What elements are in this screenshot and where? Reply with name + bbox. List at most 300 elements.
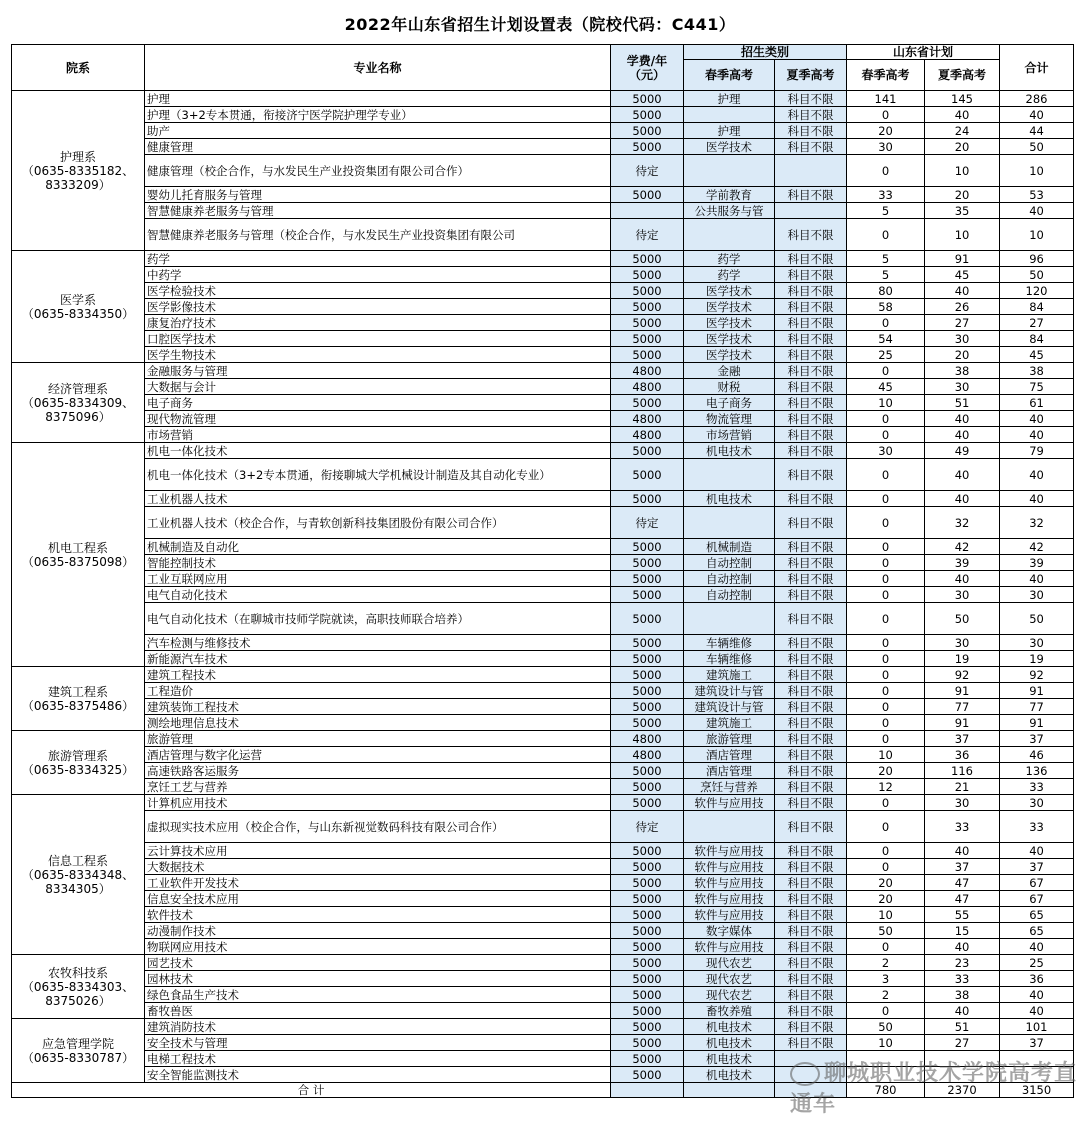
summer-category: 科目不限 (775, 443, 847, 459)
major-name: 医学检验技术 (145, 283, 611, 299)
spring-plan: 0 (847, 731, 925, 747)
summer-category (775, 203, 847, 219)
table-row (12, 923, 1074, 939)
table-row (12, 747, 1074, 763)
total-plan: 40 (1000, 459, 1074, 491)
department-name: 信息工程系 （0635-8334348、 8334305） (12, 795, 145, 955)
table-row (12, 635, 1074, 651)
major-name: 现代物流管理 (145, 411, 611, 427)
table-row (12, 731, 1074, 747)
spring-category: 软件与应用技 (684, 843, 775, 859)
total-plan: 50 (1000, 267, 1074, 283)
major-name: 智慧健康养老服务与管理（校企合作，与水发民生产业投资集团有限公司 (145, 219, 611, 251)
header-summer-plan: 夏季高考 (925, 60, 1000, 91)
table-row (12, 763, 1074, 779)
spring-category: 医学技术 (684, 283, 775, 299)
total-plan: 40 (1000, 571, 1074, 587)
total-plan: 46 (1000, 747, 1074, 763)
spring-plan: 25 (847, 347, 925, 363)
spring-plan: 0 (847, 107, 925, 123)
spring-plan: 0 (847, 459, 925, 491)
tuition-fee: 待定 (611, 507, 684, 539)
spring-plan: 30 (847, 139, 925, 155)
summer-category: 科目不限 (775, 555, 847, 571)
summer-plan: 21 (925, 779, 1000, 795)
major-name: 云计算技术应用 (145, 843, 611, 859)
tuition-fee: 5000 (611, 187, 684, 203)
department-name: 建筑工程系 （0635-8375486） (12, 667, 145, 731)
table-row (12, 107, 1074, 123)
table-row (12, 187, 1074, 203)
summer-category: 科目不限 (775, 891, 847, 907)
total-plan: 79 (1000, 443, 1074, 459)
total-plan: 84 (1000, 299, 1074, 315)
summer-plan: 36 (925, 747, 1000, 763)
major-name: 高速铁路客运服务 (145, 763, 611, 779)
total-plan: 53 (1000, 187, 1074, 203)
major-name: 建筑装饰工程技术 (145, 699, 611, 715)
tuition-fee: 5000 (611, 123, 684, 139)
summer-plan: 40 (925, 107, 1000, 123)
major-name: 物联网应用技术 (145, 939, 611, 955)
summer-category: 科目不限 (775, 763, 847, 779)
spring-plan: 0 (847, 315, 925, 331)
tuition-fee: 5000 (611, 667, 684, 683)
table-row (12, 379, 1074, 395)
spring-plan: 5 (847, 251, 925, 267)
total-plan: 36 (1000, 971, 1074, 987)
spring-category: 电子商务 (684, 395, 775, 411)
table-row (12, 251, 1074, 267)
total-plan: 67 (1000, 891, 1074, 907)
summer-plan: 92 (925, 667, 1000, 683)
spring-plan: 0 (847, 155, 925, 187)
summer-category: 科目不限 (775, 139, 847, 155)
summer-plan: 30 (925, 331, 1000, 347)
tuition-fee: 5000 (611, 651, 684, 667)
tuition-fee: 5000 (611, 891, 684, 907)
summer-plan: 40 (925, 571, 1000, 587)
summer-category: 科目不限 (775, 571, 847, 587)
table-row (12, 123, 1074, 139)
spring-plan: 50 (847, 923, 925, 939)
total-plan: 40 (1000, 427, 1074, 443)
header-fee: 学费/年 （元） (611, 45, 684, 91)
tuition-fee: 5000 (611, 635, 684, 651)
summer-plan: 33 (925, 971, 1000, 987)
tuition-fee: 4800 (611, 731, 684, 747)
total-plan: 40 (1000, 107, 1074, 123)
spring-category: 机电技术 (684, 1019, 775, 1035)
spring-plan: 30 (847, 443, 925, 459)
major-name: 酒店管理与数字化运营 (145, 747, 611, 763)
spring-plan: 0 (847, 651, 925, 667)
tuition-fee: 5000 (611, 555, 684, 571)
total-plan: 19 (1000, 651, 1074, 667)
tuition-fee: 5000 (611, 763, 684, 779)
summer-category: 科目不限 (775, 875, 847, 891)
tuition-fee: 5000 (611, 987, 684, 1003)
totals-spring: 780 (847, 1083, 925, 1098)
major-name: 护理（3+2专本贯通，衔接济宁医学院护理学专业） (145, 107, 611, 123)
spring-category: 金融 (684, 363, 775, 379)
spring-plan: 10 (847, 1035, 925, 1051)
major-name: 机械制造及自动化 (145, 539, 611, 555)
spring-category: 软件与应用技 (684, 891, 775, 907)
spring-plan: 0 (847, 363, 925, 379)
summer-plan: 40 (925, 491, 1000, 507)
department-name: 护理系 （0635-8335182、 8333209） (12, 91, 145, 251)
major-name: 智能控制技术 (145, 555, 611, 571)
summer-category: 科目不限 (775, 395, 847, 411)
spring-category: 建筑施工 (684, 715, 775, 731)
table-row (12, 667, 1074, 683)
total-plan: 50 (1000, 139, 1074, 155)
summer-category: 科目不限 (775, 811, 847, 843)
spring-category: 医学技术 (684, 347, 775, 363)
spring-plan: 58 (847, 299, 925, 315)
spring-category: 建筑设计与管 (684, 699, 775, 715)
summer-category: 科目不限 (775, 651, 847, 667)
total-plan: 101 (1000, 1019, 1074, 1035)
spring-category (684, 507, 775, 539)
tuition-fee: 4800 (611, 747, 684, 763)
tuition-fee: 5000 (611, 267, 684, 283)
major-name: 虚拟现实技术应用（校企合作，与山东新视觉数码科技有限公司合作） (145, 811, 611, 843)
major-name: 绿色食品生产技术 (145, 987, 611, 1003)
table-row (12, 283, 1074, 299)
tuition-fee: 5000 (611, 1051, 684, 1067)
table-row (12, 267, 1074, 283)
spring-category: 机电技术 (684, 1067, 775, 1083)
table-row (12, 1019, 1074, 1035)
summer-category: 科目不限 (775, 907, 847, 923)
major-name: 建筑消防技术 (145, 1019, 611, 1035)
summer-plan: 37 (925, 859, 1000, 875)
tuition-fee: 5000 (611, 859, 684, 875)
header-category: 招生类别 (684, 45, 847, 60)
table-row (12, 907, 1074, 923)
watermark-text: 聊城职业技术学院高考直通车 (790, 1061, 1078, 1117)
department-name: 应急管理学院 （0635-8330787） (12, 1019, 145, 1083)
total-plan: 44 (1000, 123, 1074, 139)
table-row (12, 811, 1074, 843)
tuition-fee: 5000 (611, 299, 684, 315)
spring-plan: 12 (847, 779, 925, 795)
summer-category: 科目不限 (775, 507, 847, 539)
table-row (12, 347, 1074, 363)
spring-plan: 3 (847, 971, 925, 987)
summer-category: 科目不限 (775, 491, 847, 507)
summer-plan: 49 (925, 443, 1000, 459)
summer-category: 科目不限 (775, 859, 847, 875)
major-name: 工程造价 (145, 683, 611, 699)
spring-plan: 0 (847, 699, 925, 715)
summer-category: 科目不限 (775, 699, 847, 715)
summer-plan: 40 (925, 459, 1000, 491)
tuition-fee: 5000 (611, 683, 684, 699)
total-plan: 40 (1000, 1003, 1074, 1019)
spring-plan: 33 (847, 187, 925, 203)
spring-category: 机电技术 (684, 1035, 775, 1051)
tuition-fee: 5000 (611, 1067, 684, 1083)
major-name: 药学 (145, 251, 611, 267)
spring-plan: 20 (847, 123, 925, 139)
major-name: 医学影像技术 (145, 299, 611, 315)
summer-plan: 40 (925, 411, 1000, 427)
summer-category: 科目不限 (775, 107, 847, 123)
summer-plan: 55 (925, 907, 1000, 923)
spring-plan: 141 (847, 91, 925, 107)
table-row (12, 427, 1074, 443)
summer-category: 科目不限 (775, 939, 847, 955)
header-summer-exam: 夏季高考 (775, 60, 847, 91)
spring-plan: 0 (847, 715, 925, 731)
spring-plan: 0 (847, 667, 925, 683)
major-name: 动漫制作技术 (145, 923, 611, 939)
summer-category: 科目不限 (775, 219, 847, 251)
tuition-fee: 5000 (611, 459, 684, 491)
header-spring-exam: 春季高考 (684, 60, 775, 91)
summer-plan: 37 (925, 731, 1000, 747)
total-plan: 84 (1000, 331, 1074, 347)
table-row (12, 875, 1074, 891)
tuition-fee: 5000 (611, 875, 684, 891)
tuition-fee: 4800 (611, 363, 684, 379)
major-name: 护理 (145, 91, 611, 107)
major-name: 工业机器人技术 (145, 491, 611, 507)
summer-category: 科目不限 (775, 635, 847, 651)
spring-category (684, 155, 775, 187)
spring-category: 软件与应用技 (684, 859, 775, 875)
spring-category (684, 603, 775, 635)
spring-plan: 10 (847, 747, 925, 763)
summer-category: 科目不限 (775, 587, 847, 603)
summer-category: 科目不限 (775, 347, 847, 363)
tuition-fee: 5000 (611, 139, 684, 155)
summer-category: 科目不限 (775, 667, 847, 683)
spring-category: 药学 (684, 251, 775, 267)
table-row (12, 155, 1074, 187)
spring-plan: 0 (847, 939, 925, 955)
totals-all: 3150 (1000, 1083, 1074, 1098)
header-dept: 院系 (12, 45, 145, 91)
summer-category: 科目不限 (775, 363, 847, 379)
total-plan: 91 (1000, 683, 1074, 699)
major-name: 新能源汽车技术 (145, 651, 611, 667)
tuition-fee: 4800 (611, 411, 684, 427)
tuition-fee: 5000 (611, 331, 684, 347)
spring-plan: 5 (847, 203, 925, 219)
total-plan: 37 (1000, 1035, 1074, 1051)
tuition-fee: 5000 (611, 539, 684, 555)
table-row (12, 315, 1074, 331)
spring-plan: 0 (847, 411, 925, 427)
spring-category: 物流管理 (684, 411, 775, 427)
spring-category (684, 219, 775, 251)
major-name: 口腔医学技术 (145, 331, 611, 347)
total-plan: 67 (1000, 875, 1074, 891)
summer-category: 科目不限 (775, 91, 847, 107)
major-name: 畜牧兽医 (145, 1003, 611, 1019)
watermark (790, 1056, 1080, 1118)
summer-plan: 20 (925, 187, 1000, 203)
major-name: 健康管理（校企合作，与水发民生产业投资集团有限公司合作） (145, 155, 611, 187)
summer-category: 科目不限 (775, 779, 847, 795)
summer-plan: 38 (925, 987, 1000, 1003)
summer-plan: 91 (925, 715, 1000, 731)
tuition-fee: 5000 (611, 395, 684, 411)
total-plan: 50 (1000, 603, 1074, 635)
total-plan: 75 (1000, 379, 1074, 395)
total-plan: 40 (1000, 411, 1074, 427)
summer-plan: 40 (925, 1003, 1000, 1019)
summer-category: 科目不限 (775, 1035, 847, 1051)
summer-category: 科目不限 (775, 411, 847, 427)
major-name: 园艺技术 (145, 955, 611, 971)
department-name: 机电工程系 （0635-8375098） (12, 443, 145, 667)
table-row (12, 91, 1074, 107)
spring-plan: 45 (847, 379, 925, 395)
spring-plan: 20 (847, 891, 925, 907)
spring-category: 医学技术 (684, 139, 775, 155)
spring-category (684, 107, 775, 123)
tuition-fee: 5000 (611, 347, 684, 363)
spring-category: 软件与应用技 (684, 795, 775, 811)
tuition-fee: 5000 (611, 971, 684, 987)
spring-category: 市场营销 (684, 427, 775, 443)
spring-plan: 0 (847, 843, 925, 859)
table-row (12, 555, 1074, 571)
summer-plan: 27 (925, 315, 1000, 331)
tuition-fee: 5000 (611, 699, 684, 715)
tuition-fee: 5000 (611, 955, 684, 971)
total-plan: 30 (1000, 635, 1074, 651)
summer-category: 科目不限 (775, 1019, 847, 1035)
table-row (12, 331, 1074, 347)
table-row (12, 971, 1074, 987)
table-row (12, 715, 1074, 731)
summer-plan: 27 (925, 1035, 1000, 1051)
major-name: 安全技术与管理 (145, 1035, 611, 1051)
major-name: 机电一体化技术 (145, 443, 611, 459)
total-plan: 27 (1000, 315, 1074, 331)
totals-summer: 2370 (925, 1083, 1000, 1098)
spring-category: 财税 (684, 379, 775, 395)
enrollment-plan-table (11, 44, 1074, 1098)
table-row (12, 859, 1074, 875)
table-row (12, 651, 1074, 667)
spring-plan: 0 (847, 635, 925, 651)
summer-plan: 40 (925, 283, 1000, 299)
table-row (12, 299, 1074, 315)
table-row (12, 139, 1074, 155)
summer-category: 科目不限 (775, 331, 847, 347)
table-row (12, 987, 1074, 1003)
table-row (12, 507, 1074, 539)
tuition-fee: 5000 (611, 1003, 684, 1019)
major-name: 软件技术 (145, 907, 611, 923)
summer-plan: 47 (925, 891, 1000, 907)
spring-category: 车辆维修 (684, 651, 775, 667)
spring-category: 酒店管理 (684, 763, 775, 779)
spring-category: 烹饪与营养 (684, 779, 775, 795)
total-plan: 10 (1000, 219, 1074, 251)
major-name: 大数据技术 (145, 859, 611, 875)
total-plan: 39 (1000, 555, 1074, 571)
wechat-icon (790, 1062, 820, 1086)
total-plan: 77 (1000, 699, 1074, 715)
major-name: 电气自动化技术 (145, 587, 611, 603)
summer-category: 科目不限 (775, 747, 847, 763)
summer-plan: 32 (925, 507, 1000, 539)
summer-plan: 33 (925, 811, 1000, 843)
spring-category: 现代农艺 (684, 987, 775, 1003)
table-row (12, 795, 1074, 811)
total-plan: 37 (1000, 731, 1074, 747)
spring-category: 建筑设计与管 (684, 683, 775, 699)
major-name: 健康管理 (145, 139, 611, 155)
table-body (12, 91, 1074, 1083)
spring-category: 机电技术 (684, 1051, 775, 1067)
tuition-fee: 5000 (611, 1019, 684, 1035)
summer-category: 科目不限 (775, 459, 847, 491)
table-row (12, 443, 1074, 459)
total-plan: 40 (1000, 987, 1074, 1003)
total-plan: 136 (1000, 763, 1074, 779)
spring-category: 公共服务与管 (684, 203, 775, 219)
summer-plan: 26 (925, 299, 1000, 315)
major-name: 机电一体化技术（3+2专本贯通，衔接聊城大学机械设计制造及其自动化专业） (145, 459, 611, 491)
total-plan: 65 (1000, 907, 1074, 923)
spring-category: 自动控制 (684, 555, 775, 571)
spring-category: 畜牧养殖 (684, 1003, 775, 1019)
tuition-fee: 5000 (611, 779, 684, 795)
tuition-fee: 5000 (611, 795, 684, 811)
summer-plan: 40 (925, 427, 1000, 443)
table-row (12, 571, 1074, 587)
spring-category: 车辆维修 (684, 635, 775, 651)
major-name: 工业互联网应用 (145, 571, 611, 587)
spring-category: 酒店管理 (684, 747, 775, 763)
summer-plan: 51 (925, 1019, 1000, 1035)
total-plan: 25 (1000, 955, 1074, 971)
major-name: 计算机应用技术 (145, 795, 611, 811)
summer-category: 科目不限 (775, 843, 847, 859)
total-plan: 38 (1000, 363, 1074, 379)
major-name: 大数据与会计 (145, 379, 611, 395)
total-plan: 40 (1000, 491, 1074, 507)
summer-plan: 40 (925, 843, 1000, 859)
spring-plan: 0 (847, 491, 925, 507)
total-plan: 45 (1000, 347, 1074, 363)
major-name: 金融服务与管理 (145, 363, 611, 379)
spring-plan: 0 (847, 795, 925, 811)
summer-plan: 39 (925, 555, 1000, 571)
table-row (12, 1035, 1074, 1051)
summer-category: 科目不限 (775, 299, 847, 315)
tuition-fee: 5000 (611, 107, 684, 123)
spring-category: 建筑施工 (684, 667, 775, 683)
table-row (12, 939, 1074, 955)
summer-category: 科目不限 (775, 267, 847, 283)
summer-category: 科目不限 (775, 539, 847, 555)
major-name: 旅游管理 (145, 731, 611, 747)
tuition-fee: 5000 (611, 715, 684, 731)
spring-category: 现代农艺 (684, 971, 775, 987)
department-name: 经济管理系 （0635-8334309、 8375096） (12, 363, 145, 443)
tuition-fee: 5000 (611, 443, 684, 459)
